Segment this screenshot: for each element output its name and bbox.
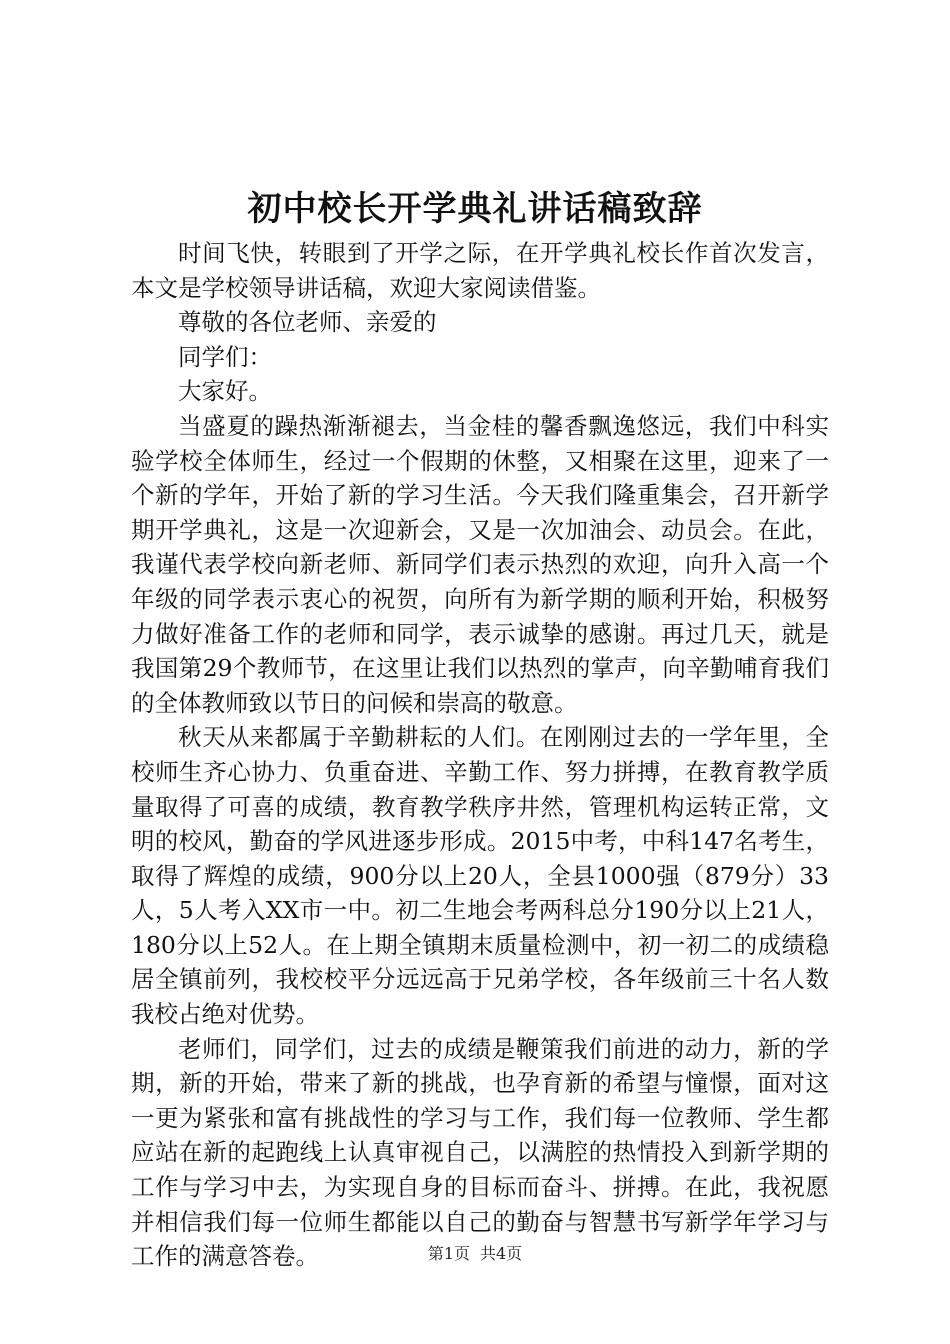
- paragraph-greeting: 大家好。: [178, 377, 272, 406]
- page-footer: [0, 1242, 950, 1266]
- paragraph-welcome: 当盛夏的躁热渐渐褪去，当金桂的馨香飘逸悠远，我们中科实验学校全体师生，经过一个假期的休整，又相聚在这里，迎来了一个新的学年，开始了新的学习生活。今天我们隆重集会，召开新学期开学典礼，这是一次迎新会，又是一次加油会、动员会。在此，我谨代表学校向新老师、新同学们表示热烈的欢迎，向升入高一个年级的同学表示衷心的祝贺，向所有为新学期的顺利开始，积极努力做好准备工作的老师和同学，表示诚挚的感谢。再过几天，就是我国第29个教师节，在这里让我们以热烈的掌声，向辛勤哺育我们的全体教师致以节日的问候和崇高的敬意。: [131, 411, 829, 717]
- paragraph-salutation: 尊敬的各位老师、亲爱的: [178, 308, 437, 337]
- paragraph-encouragement: 老师们，同学们，过去的成绩是鞭策我们前进的动力，新的学期，新的开始，带来了新的挑战，也孕育新的希望与憧憬，面对这一更为紧张和富有挑战性的学习与工作，我们每一位教师、学生都应站在新的起跑线上认真审视自己，以满腔的热情投入到新学期的工作与学习中去，为实现自身的目标而奋斗、拼搏。在此，我祝愿并相信我们每一位师生都能以自己的勤奋与智慧书写新学年学习与工作的满意答卷。: [131, 1034, 829, 1271]
- page-total: 共4页: [480, 1244, 523, 1263]
- document-body: [131, 236, 829, 1274]
- paragraph-salutation-cont: 同学们：: [178, 342, 272, 371]
- document-title: 初中校长开学典礼讲话稿致辞: [247, 189, 703, 229]
- page-number: 第1页: [427, 1244, 470, 1263]
- paragraph-achievements: 秋天从来都属于辛勤耕耘的人们。在刚刚过去的一学年里，全校师生齐心协力、负重奋进、辛勤工作、努力拼搏，在教育教学质量取得了可喜的成绩，教育教学秩序井然，管理机构运转正常，文明的校风，勤奋的学风进逐步形成。2015中考，中科147名考生，取得了辉煌的成绩，900分以上20人，全县1000强（879分）33人，5人考入XX市一中。初二生地会考两科总分190分以上21人，180分以上52人。在上期全镇期末质量检测中，初一初二的成绩稳居全镇前列，我校校平分远远高于兄弟学校，各年级前三十名人数我校占绝对优势。: [131, 723, 829, 1029]
- paragraph-intro: 时间飞快，转眼到了开学之际，在开学典礼校长作首次发言，本文是学校领导讲话稿，欢迎大家阅读借鉴。: [131, 239, 829, 302]
